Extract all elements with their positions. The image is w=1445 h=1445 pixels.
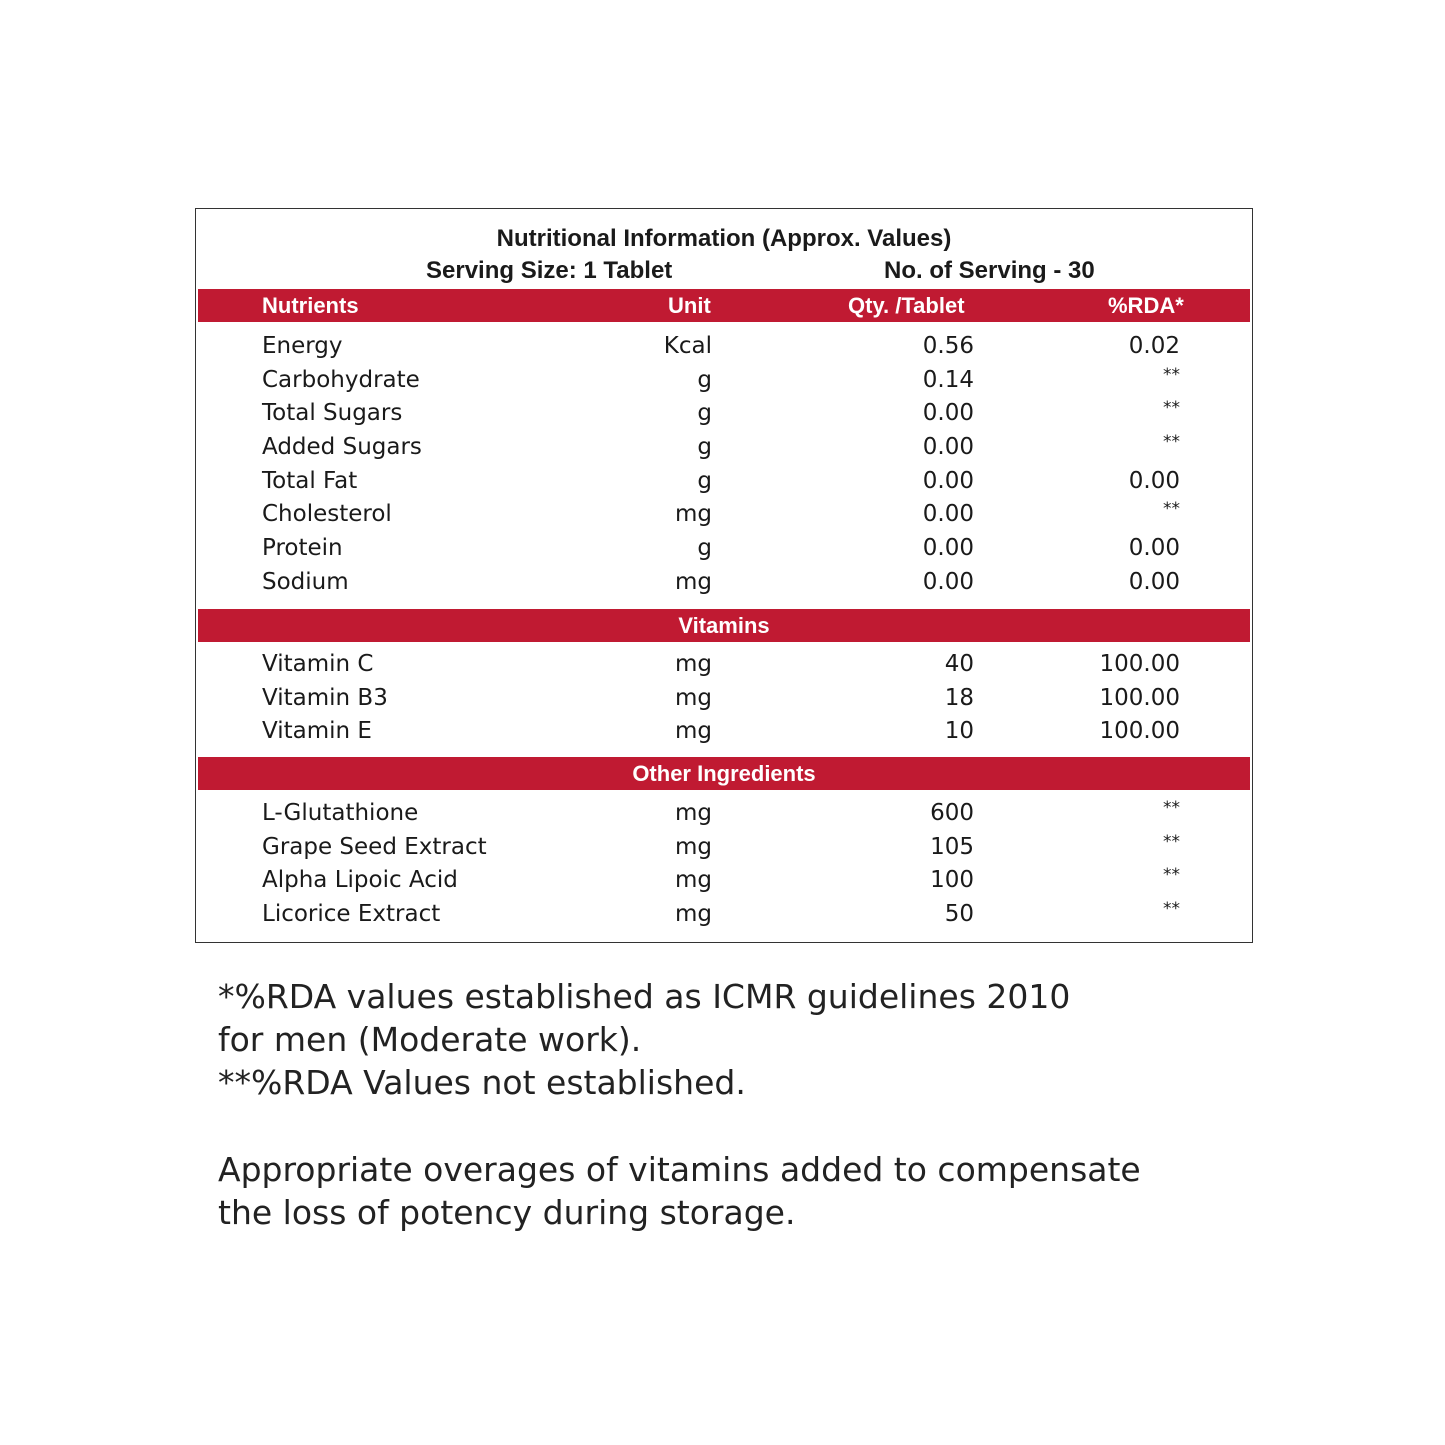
nutrient-rda: **	[1163, 899, 1180, 920]
nutrient-unit: g	[697, 467, 712, 494]
nutrient-unit: mg	[674, 833, 712, 860]
nutrient-qty: 0.00	[922, 501, 974, 528]
nutrient-unit: g	[697, 434, 712, 461]
nutrient-rda: **	[1163, 798, 1180, 818]
nutrient-qty: 600	[930, 800, 974, 826]
nutrient-name: Added Sugars	[262, 434, 422, 461]
nutrient-qty: 105	[930, 833, 974, 860]
nutrient-name: Protein	[262, 535, 343, 562]
nutrient-name: Sodium	[262, 568, 349, 595]
nutrient-qty: 18	[944, 684, 974, 711]
table-row	[196, 398, 1252, 432]
note-rda-group: for men (Moderate work).	[218, 1020, 642, 1059]
nutrient-rda: **	[1163, 499, 1180, 520]
nutrient-rda: 100.00	[1099, 684, 1180, 711]
nutrient-name: Total Sugars	[262, 400, 403, 427]
nutrient-name: Carbohydrate	[262, 366, 420, 393]
nutrient-name: L-Glutathione	[262, 800, 419, 826]
nutrient-rda: **	[1163, 831, 1180, 852]
nutrient-qty: 100	[930, 867, 974, 894]
other-band	[198, 757, 1250, 790]
nutrient-unit: mg	[674, 800, 712, 826]
panel-title: Nutritional Information (Approx. Values)	[496, 225, 952, 252]
header-unit: Unit	[668, 293, 711, 318]
note-rda-not-established: **%RDA Values not established.	[218, 1063, 746, 1102]
nutrient-qty: 0.56	[922, 333, 974, 359]
vitamins-list	[196, 649, 1252, 750]
nutrient-unit: mg	[674, 568, 712, 595]
table-row	[196, 466, 1252, 500]
nutrient-rda: 0.02	[1128, 333, 1180, 359]
header-rda: %RDA*	[1108, 293, 1184, 318]
table-row	[196, 683, 1252, 717]
header-nutrients: Nutrients	[262, 293, 359, 318]
nutrients-list	[196, 331, 1252, 601]
nutrient-qty: 0.00	[922, 568, 974, 595]
nutrient-rda: **	[1163, 865, 1180, 886]
table-row	[196, 533, 1252, 567]
nutrient-unit: mg	[674, 867, 712, 894]
note-overages-cont: the loss of potency during storage.	[218, 1193, 796, 1232]
nutrient-name: Grape Seed Extract	[262, 833, 487, 860]
nutrient-name: Alpha Lipoic Acid	[262, 867, 458, 894]
nutrient-qty: 10	[944, 718, 974, 745]
nutrient-qty: 0.00	[922, 535, 974, 562]
serving-count: No. of Serving - 30	[884, 257, 1095, 284]
nutrient-rda: **	[1163, 432, 1180, 453]
nutrient-qty: 40	[944, 651, 974, 677]
nutrient-unit: g	[697, 400, 712, 427]
nutrient-unit: mg	[674, 501, 712, 528]
nutrient-unit: mg	[674, 901, 712, 928]
vitamins-band	[198, 609, 1250, 642]
nutrient-rda: 0.00	[1128, 568, 1180, 595]
table-row	[196, 432, 1252, 466]
nutrient-unit: g	[697, 366, 712, 393]
nutrient-rda: 100.00	[1099, 718, 1180, 745]
nutrient-rda: 0.00	[1128, 467, 1180, 494]
table-row	[196, 716, 1252, 750]
nutrient-unit: g	[697, 535, 712, 562]
nutrient-rda: 100.00	[1099, 651, 1180, 677]
nutrient-name: Total Fat	[262, 467, 358, 494]
nutrition-panel	[195, 208, 1253, 943]
table-row	[196, 567, 1252, 601]
nutrient-qty: 0.00	[922, 467, 974, 494]
nutrient-unit: mg	[674, 684, 712, 711]
table-row	[196, 832, 1252, 866]
nutrient-rda: **	[1163, 398, 1180, 419]
nutrient-qty: 0.14	[922, 366, 974, 393]
nutrient-unit: mg	[674, 718, 712, 745]
table-row	[196, 865, 1252, 899]
nutrient-unit: Kcal	[663, 333, 712, 359]
vitamins-label: Vitamins	[678, 613, 770, 638]
nutrient-name: Energy	[262, 333, 343, 359]
nutrient-name: Licorice Extract	[262, 901, 441, 928]
nutrient-name: Vitamin E	[262, 718, 372, 745]
table-row	[196, 899, 1252, 933]
note-rda-source: *%RDA values established as ICMR guidelines 2010	[218, 977, 1071, 1016]
nutrient-unit: mg	[674, 651, 712, 677]
nutrient-qty: 0.00	[922, 400, 974, 427]
serving-size: Serving Size: 1 Tablet	[426, 257, 673, 284]
nutrient-qty: 50	[944, 901, 974, 928]
table-row	[196, 649, 1252, 683]
table-header	[198, 289, 1250, 322]
note-overages: Appropriate overages of vitamins added to compensate	[218, 1150, 1141, 1189]
header-qty: Qty. /Tablet	[848, 293, 965, 318]
nutrient-rda: **	[1163, 364, 1180, 385]
nutrient-qty: 0.00	[922, 434, 974, 461]
nutrient-name: Vitamin B3	[262, 684, 388, 711]
table-row	[196, 365, 1252, 399]
nutrient-name: Cholesterol	[262, 501, 392, 528]
table-row	[196, 331, 1252, 365]
other-list	[196, 798, 1252, 933]
table-row	[196, 499, 1252, 533]
nutrient-name: Vitamin C	[262, 651, 374, 677]
table-row	[196, 798, 1252, 832]
nutrient-rda: 0.00	[1128, 535, 1180, 562]
other-label: Other Ingredients	[632, 761, 816, 786]
